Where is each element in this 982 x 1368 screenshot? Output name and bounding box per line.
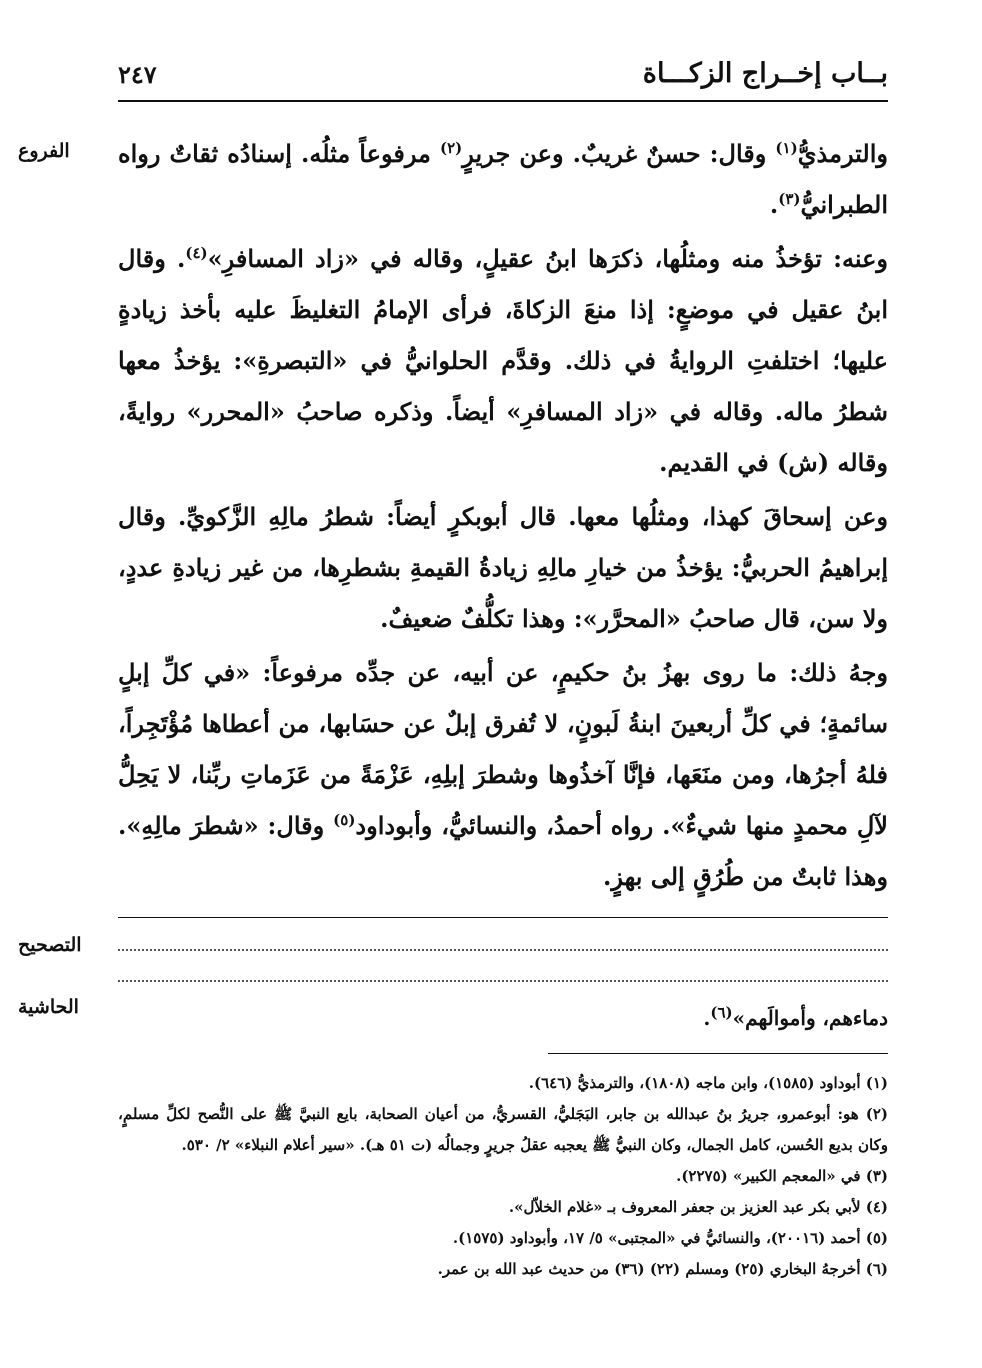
page-number: ٢٤٧ (118, 60, 157, 89)
footnote-5: (٥) أحمد (٢٠٠١٦)، والنسائيُّ في «المجتبى» ٥/ ١٧، وأبوداود (١٥٧٥). (452, 1229, 888, 1247)
footnote-ref-3[interactable]: (٣) (778, 190, 801, 208)
correction-dotted-line-1 (118, 949, 888, 951)
margin-label-furu: الفروع (18, 140, 70, 162)
footnote-rule (548, 1053, 888, 1054)
main-text (118, 128, 888, 905)
footnote-1: (١) أبوداود (١٥٨٥)، وابن ماجه (١٨٠٨)، والترمذيُّ (٦٤٦). (528, 1074, 888, 1092)
paragraph-3: وعن إسحاقَ كهذا، ومثلُها معها. قال أبوبكرٍ أيضاً: شطرُ مالِهِ الزَّكويِّ. وقال إبراهيمُ الحربيُّ: يؤخذُ من خيارِ مالِهِ زيادةُ القيمةِ بشطرِها، من غير زيادةِ عددٍ، ولا سن، قال صاحبُ «المحرَّر»: وهذا تكلُّفٌ ضعيفٌ. (118, 502, 888, 633)
footnote-6: (٦) أخرجهُ البخاري (٢٥) ومسلم (٢٢) (٣٦) من حديث عبد الله بن عمر. (437, 1260, 888, 1278)
paragraph-2: وعنه: تؤخذُ منه ومثلُها، ذكرَها ابنُ عقيلٍ، وقاله في «زاد المسافرِ»$^{(٤)}$. وقال ابنُ عقيل في موضعٍ: إذا منعَ الزكاةَ، فرأى الإمامُ التغليظَ عليه بأخذ زيادةٍ عليها؛ اختلفتِ الروايةُ في ذلك. وقدَّم الحلوانيُّ في «التبصرةِ»: يؤخذُ معها شطرُ ماله. وقاله في «زاد المسافرِ» أيضاً. وذكره صاحبُ «المحرر» روايةً، وقاله (ش) في القديم. (118, 244, 889, 477)
header-rule (118, 100, 888, 102)
hashiya-continuation: دماءهم، وأموالَهم»$^{(٦)}$. (703, 1003, 888, 1030)
footnote-ref-6[interactable]: (٦) (710, 1003, 733, 1022)
footnote-3: (٣) في «المعجم الكبير» (٢٢٧٥). (676, 1167, 888, 1185)
footnote-ref-5[interactable]: (٥) (333, 811, 356, 829)
footnote-ref-2[interactable]: (٢) (440, 139, 463, 157)
running-header (118, 58, 888, 98)
margin-label-tashih: التصحيح (18, 934, 82, 956)
paragraph-4: وجهُ ذلك: ما روى بهزُ بنُ حكيمٍ، عن أبيه، عن جدِّه مرفوعاً: «في كلِّ إبلٍ سائمةٍ؛ في كلِّ أربعينَ ابنةُ لَبونٍ، لا تُفرق إبلٌ عن حسَابها، من أعطاها مُؤْتَجِراً، فلهُ أجرُها، ومن منَعَها، فإنَّا آخذُوها وشطرَ إبلِهِ، عَزْمَةً من عَزَماتِ ربِّنا، لا يَحِلُّ لآلِ محمدٍ منها شيءٌ». رواه أحمدُ، والنسائيُّ، وأبوداود$^{(٥)}$ وقال: «شطرَ مالِهِ». وهذا ثابتٌ من طُرُقٍ إلى بهزٍ. (118, 658, 888, 891)
footnote-2: (٢) هو: أبوعمرو، جريرُ بنُ عبدالله بن جابر، البَجَليُّ، القسريُّ، من أعيان الصحابة، بايع النبيَّ ﷺ على النُّصح لكلِّ مسلمٍ، وكان بديع الحُسن، كامل الجمال، وكان النبيُّ ﷺ يعجبه عقلُ جريرٍ وجمالُه (ت ٥١ هـ). «سير أعلام النبلاء» ٢/ ٥٣٠. (118, 1105, 888, 1154)
correction-dotted-line-2 (118, 980, 888, 982)
chapter-title: بــاب إخــراج الزكـــاة (642, 58, 888, 89)
footnote-ref-4[interactable]: (٤) (185, 244, 208, 262)
footnotes (118, 1068, 888, 1285)
paragraph-1: والترمذيُّ$^{(١)}$ وقال: حسنٌ غريبٌ. وعن جريرٍ$^{(٢)}$ مرفوعاً مثلُه. إسنادُه ثقاتٌ رواه الطبرانيُّ$^{(٣)}$. (118, 139, 888, 219)
correction-top-rule (118, 917, 888, 918)
footnote-4: (٤) لأبي بكر عبد العزيز بن جعفر المعروف بـ «غلام الخلاّل». (508, 1198, 888, 1216)
footnote-ref-1[interactable]: (١) (775, 139, 798, 157)
margin-label-hashiya: الحاشية (18, 996, 79, 1018)
